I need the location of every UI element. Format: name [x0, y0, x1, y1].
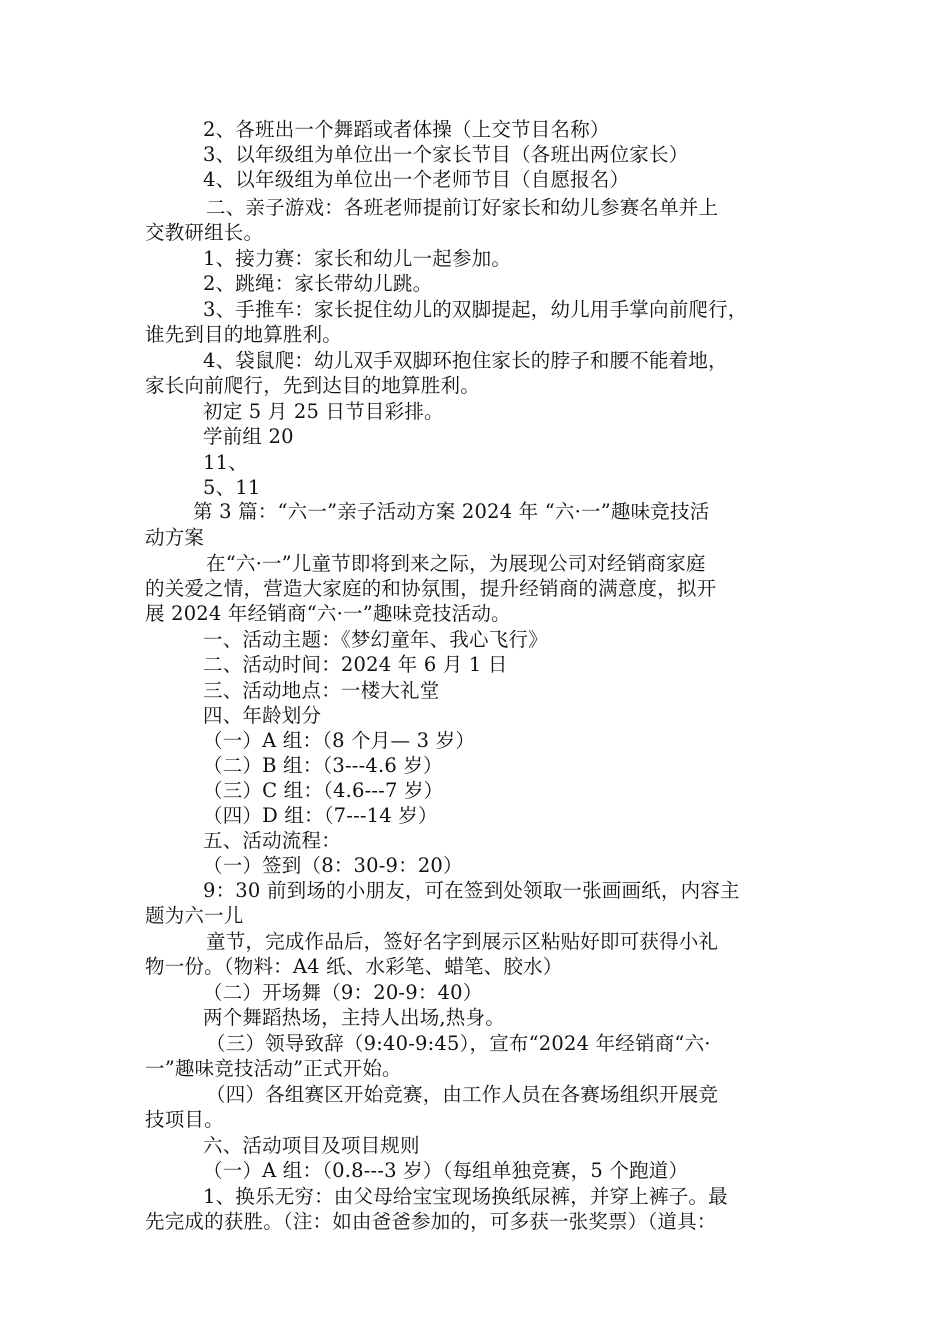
text-line: 二、亲子游戏：各班老师提前订好家长和幼儿参赛名单并上	[206, 196, 719, 219]
text-line: 交教研组长。	[145, 221, 264, 244]
text-line: 三、活动地点：一楼大礼堂	[203, 679, 440, 702]
text-line: 六、活动项目及项目规则	[203, 1134, 420, 1157]
text-line: （三）C 组：（4.6---7 岁）	[203, 779, 444, 802]
text-line: 家长向前爬行，先到达目的地算胜利。	[145, 374, 480, 397]
text-line: （二）B 组：（3---4.6 岁）	[203, 754, 443, 777]
text-line: 1、接力赛：家长和幼儿一起参加。	[203, 247, 512, 270]
text-line: 动方案	[145, 526, 205, 549]
text-line: 第 3 篇：“六一”亲子活动方案 2024 年 “六·一”趣味竞技活	[193, 500, 710, 523]
text-line: 4、以年级组为单位出一个老师节目（自愿报名）	[203, 168, 630, 191]
text-line: 2、跳绳：家长带幼儿跳。	[203, 272, 433, 295]
text-line: 2、各班出一个舞蹈或者体操（上交节目名称）	[203, 118, 610, 141]
text-line: 3、以年级组为单位出一个家长节目（各班出两位家长）	[203, 143, 689, 166]
text-line: 1、换乐无穷：由父母给宝宝现场换纸尿裤，并穿上裤子。最	[203, 1185, 728, 1208]
text-line: 先完成的获胜。（注：如由爸爸参加的，可多获一张奖票）（道具：	[145, 1210, 717, 1233]
text-line: 5、11	[203, 476, 261, 499]
text-line: （四）各组赛区开始竞赛，由工作人员在各赛场组织开展竞	[206, 1083, 719, 1106]
text-line: 二、活动时间：2024 年 6 月 1 日	[203, 653, 508, 676]
text-line: （二）开场舞（9：20-9：40）	[203, 981, 483, 1004]
text-line: 11、	[203, 451, 248, 474]
text-line: 在“六·一”儿童节即将到来之际，为展现公司对经销商家庭	[206, 552, 706, 575]
text-line: 题为六一儿	[145, 904, 244, 927]
text-line: 技项目。	[145, 1108, 224, 1131]
text-line: 四、年龄划分	[203, 704, 322, 727]
text-line: （一）签到（8：30-9：20）	[203, 854, 463, 877]
text-line: 五、活动流程：	[203, 829, 341, 852]
text-line: 一、活动主题：《梦幻童年、我心飞行》	[203, 628, 548, 651]
text-line: 一”趣味竞技活动”正式开始。	[145, 1057, 402, 1080]
text-line: 展 2024 年经销商“六·一”趣味竞技活动。	[145, 602, 511, 625]
text-line: 谁先到目的地算胜利。	[145, 323, 343, 346]
text-line: 两个舞蹈热场，主持人出场,热身。	[203, 1006, 505, 1029]
text-line: （三）领导致辞（9:40-9:45），宣布“2024 年经销商“六·	[206, 1032, 711, 1055]
text-line: 物一份。（物料：A4 纸、水彩笔、蜡笔、胶水）	[145, 955, 563, 978]
text-line: 3、手推车：家长捉住幼儿的双脚提起，幼儿用手掌向前爬行，	[203, 298, 748, 321]
text-line: （一）A 组：（8 个月— 3 岁）	[203, 729, 476, 752]
text-line: 9：30 前到场的小朋友，可在签到处领取一张画画纸，内容主	[203, 879, 740, 902]
text-line: 学前组 20	[203, 425, 294, 448]
text-line: （一）A 组：（0.8---3 岁）（每组单独竞赛，5 个跑道）	[203, 1159, 689, 1182]
text-line: 4、袋鼠爬：幼儿双手双脚环抱住家长的脖子和腰不能着地，	[203, 349, 728, 372]
text-line: 的关爱之情，营造大家庭的和协氛围，提升经销商的满意度，拟开	[145, 577, 717, 600]
text-line: 初定 5 月 25 日节目彩排。	[203, 400, 444, 423]
text-line: （四）D 组：（7---14 岁）	[203, 804, 438, 827]
text-line: 童节，完成作品后，签好名字到展示区粘贴好即可获得小礼	[206, 930, 719, 953]
